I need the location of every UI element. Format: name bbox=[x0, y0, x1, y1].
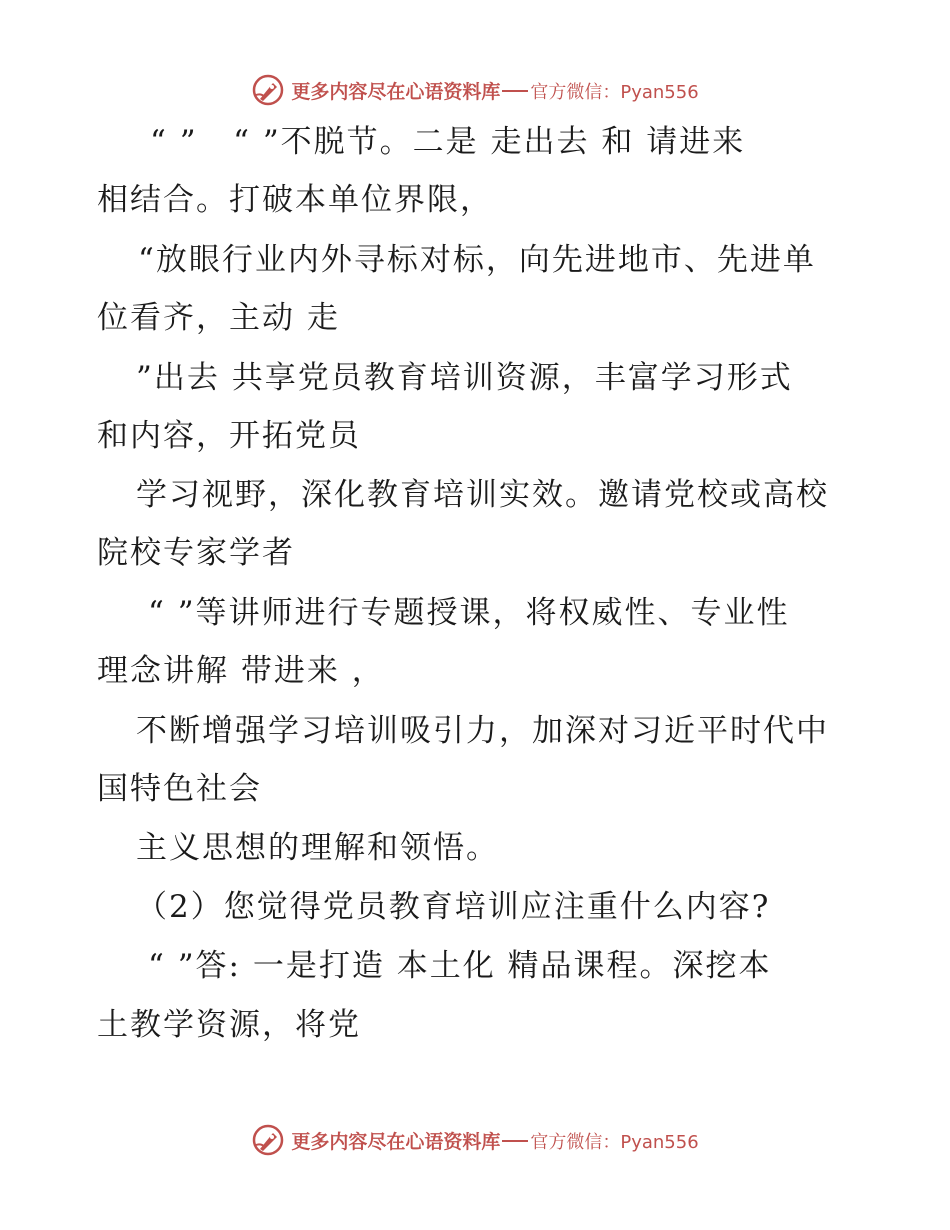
text-line: 相结合。打破本单位界限， bbox=[97, 182, 493, 218]
footer-watermark-banner bbox=[0, 1120, 950, 1160]
text-line: 理念讲解 带进来 ， bbox=[97, 653, 385, 689]
text-line: 土教学资源，将党 bbox=[97, 1007, 361, 1043]
watermark-text bbox=[291, 77, 698, 104]
text-line: 位看齐，主动 走 bbox=[97, 300, 340, 336]
text-line: 院校专家学者 bbox=[97, 535, 295, 571]
text-line: （2）您觉得党员教育培训应注重什么内容? bbox=[136, 889, 771, 925]
text-line: 主义思想的理解和领悟。 bbox=[136, 830, 499, 866]
watermark-sub-text: 官方微信：Pyan556 bbox=[530, 81, 699, 103]
header-watermark-banner bbox=[0, 70, 950, 110]
text-line: 国特色社会 bbox=[97, 771, 262, 807]
watermark-text bbox=[291, 1127, 698, 1154]
watermark-main-text: 更多内容尽在心语资料库 bbox=[291, 1130, 501, 1153]
text-line: “放眼行业内外寻标对标，向先进地市、先进单 bbox=[138, 242, 816, 278]
watermark-main-text: 更多内容尽在心语资料库 bbox=[291, 80, 501, 103]
text-line: “ ”答: 一是打造 本土化 精品课程。深挖本 bbox=[148, 948, 772, 984]
text-line: 和内容，开拓党员 bbox=[97, 418, 361, 454]
pen-nib-logo-icon bbox=[251, 73, 285, 107]
pen-nib-logo-icon bbox=[251, 1123, 285, 1157]
text-line: ”出去 共享党员教育培训资源，丰富学习形式 bbox=[136, 360, 793, 396]
watermark-dash bbox=[502, 1140, 528, 1142]
text-line: 不断增强学习培训吸引力，加深对习近平时代中 bbox=[136, 713, 829, 749]
watermark-sub-text: 官方微信：Pyan556 bbox=[530, 1131, 699, 1153]
text-line: “ ” “ ”不脱节。二是 走出去 和 请进来 bbox=[150, 124, 746, 160]
watermark-dash bbox=[502, 90, 528, 92]
text-line: “ ”等讲师进行专题授课，将权威性、专业性 bbox=[148, 595, 790, 631]
text-line: 学习视野，深化教育培训实效。邀请党校或高校 bbox=[136, 477, 829, 513]
